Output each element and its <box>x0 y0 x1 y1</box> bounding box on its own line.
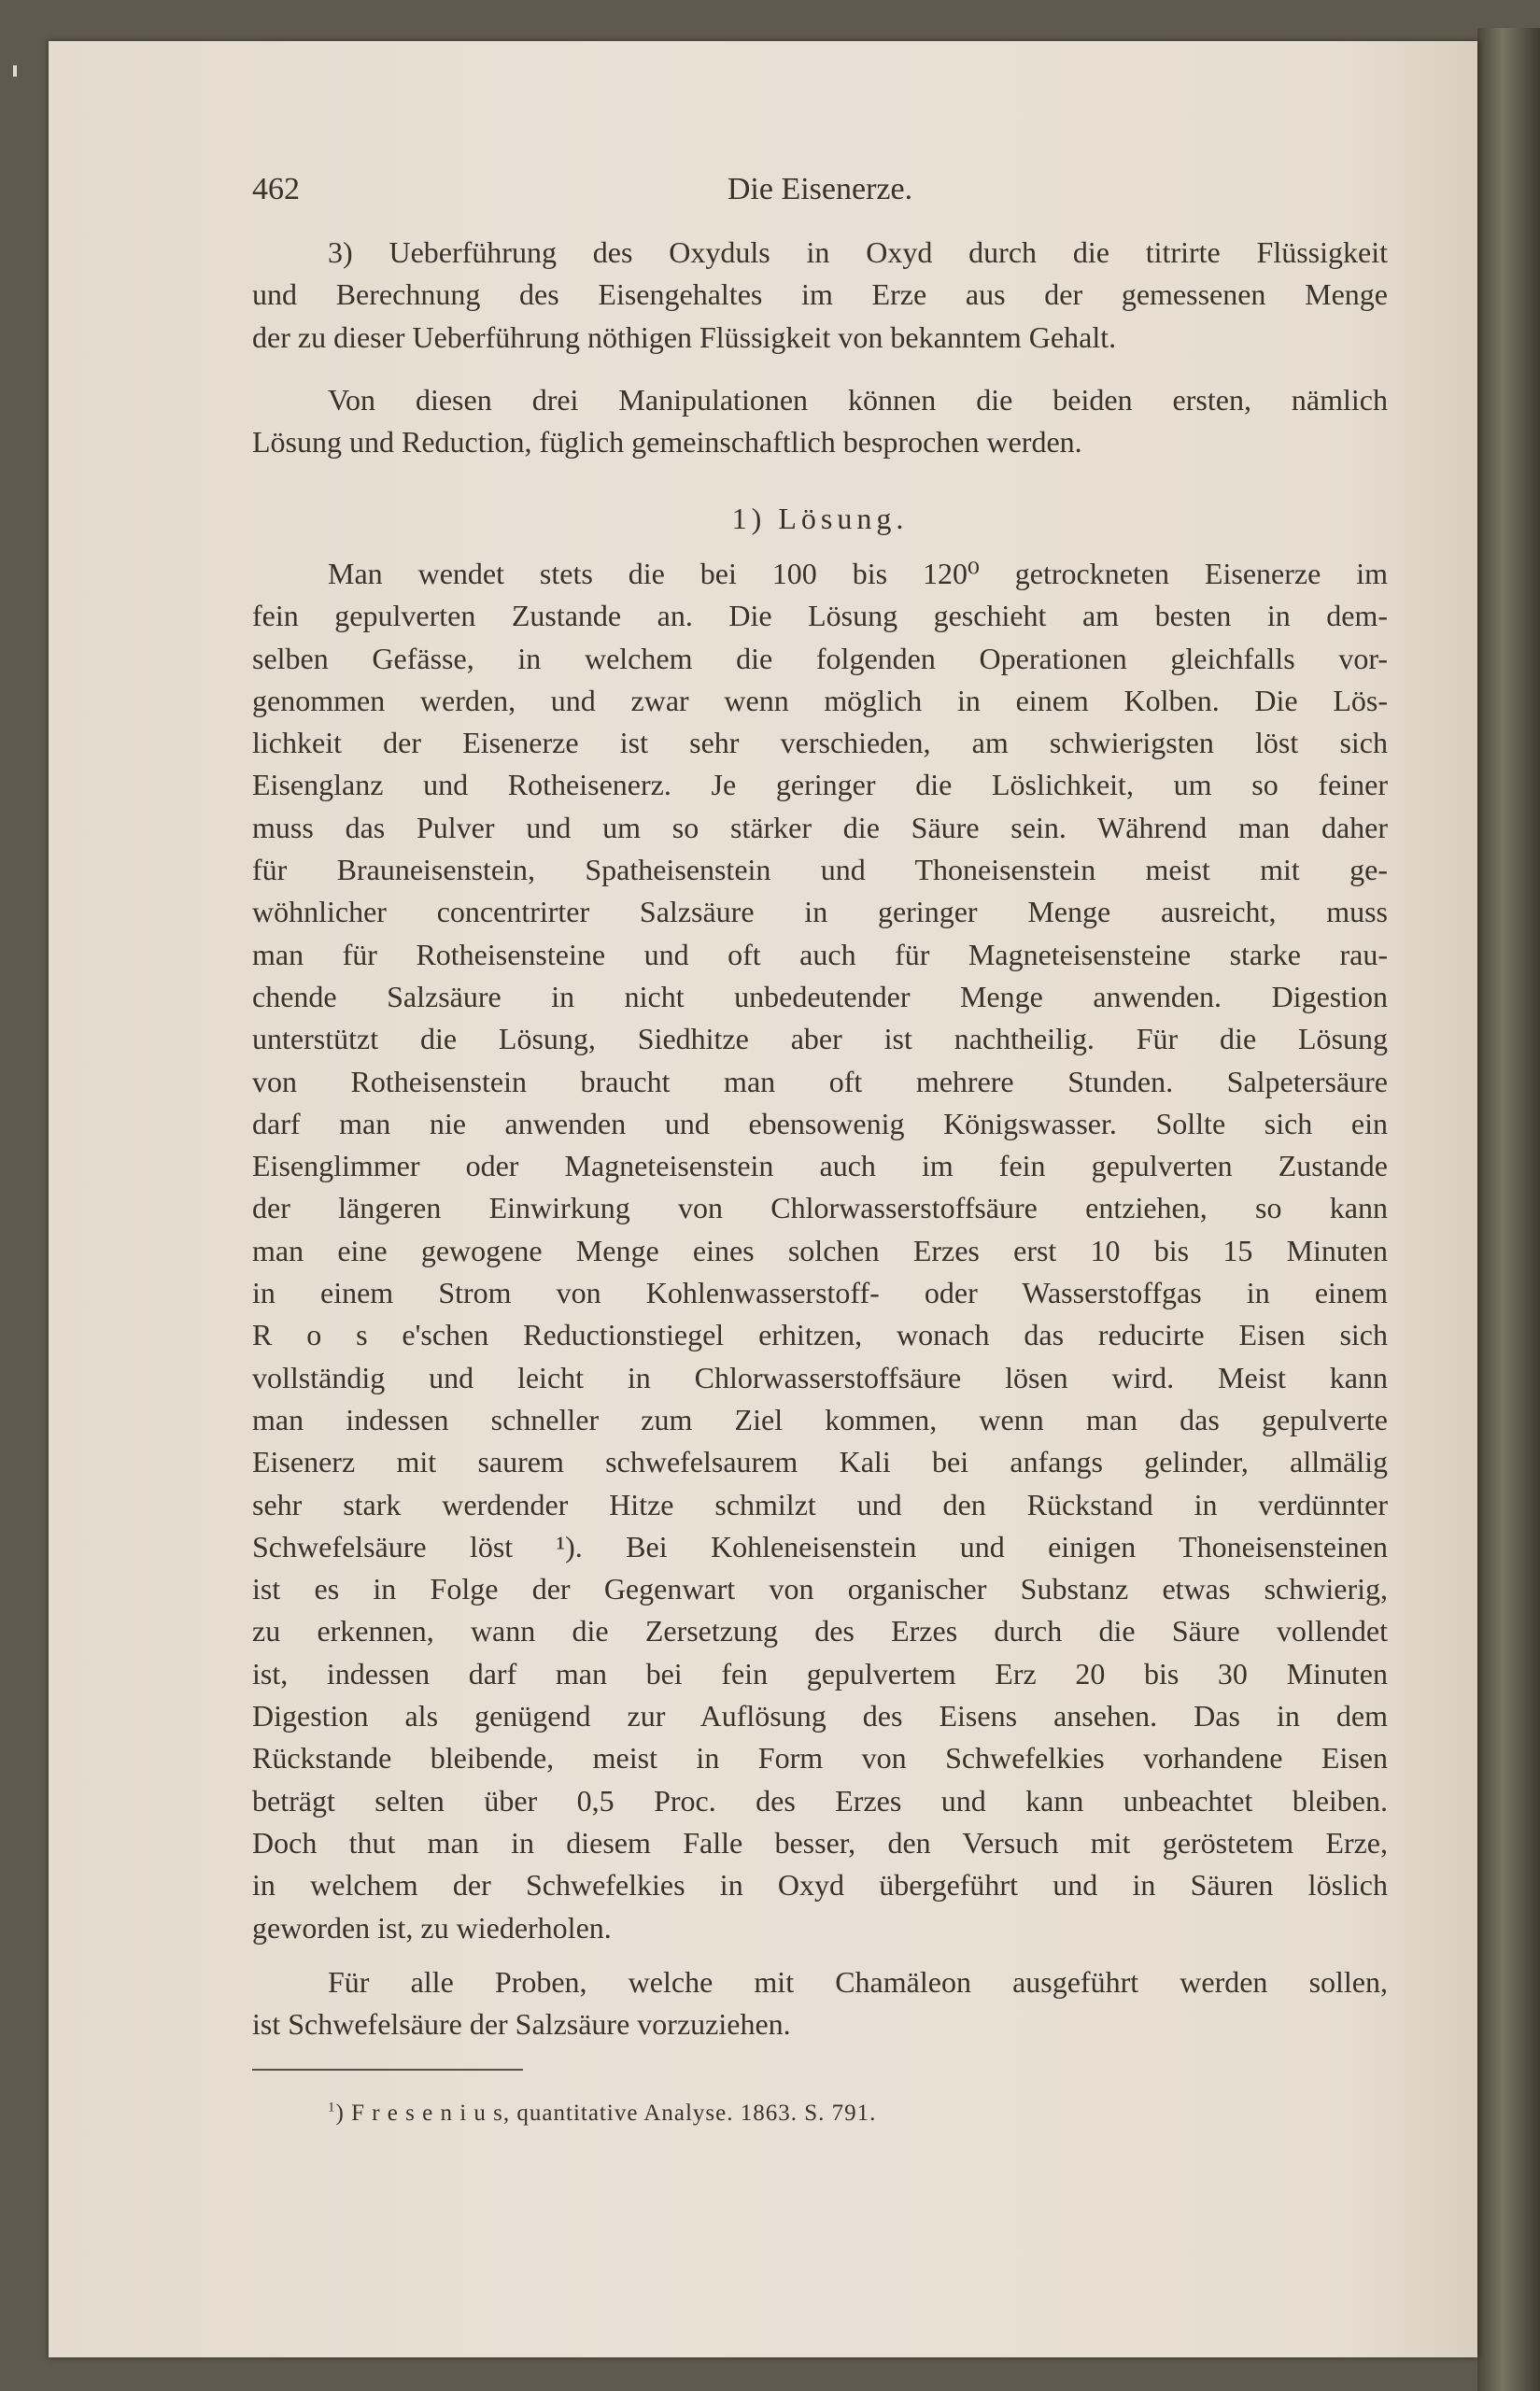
page-header <box>252 168 1388 211</box>
text-line: und Berechnung des Eisengehaltes im Erze aus der gemessenen Menge <box>252 277 1388 312</box>
text-line: von Rotheisenstein braucht man oft mehrere Stunden. Salpetersäure <box>252 1064 1388 1098</box>
text-line: ist, indessen darf man bei fein gepulvertem Erz 20 bis 30 Minuten <box>252 1656 1388 1691</box>
footnote-text: ) F r e s e n i u s, quantitative Analyse. 1863. S. 791. <box>335 2101 877 2126</box>
text-line: lichkeit der Eisenerze ist sehr verschieden, am schwierigsten löst sich <box>252 726 1388 760</box>
text-line: der längeren Einwirkung von Chlorwasserstoffsäure entziehen, so kann <box>252 1191 1388 1225</box>
text-line: wöhnlicher concentrirter Salzsäure in geringer Menge ausreicht, muss <box>252 895 1388 929</box>
text-line: für Brauneisenstein, Spatheisenstein und Thoneisenstein meist mit ge- <box>252 853 1388 887</box>
footnote-rule <box>252 2069 523 2071</box>
page-number: 462 <box>252 172 300 206</box>
text-line: geworden ist, zu wiederholen. <box>252 1910 612 1945</box>
paragraph-3 <box>252 553 1388 1949</box>
text-line: man eine gewogene Menge eines solchen Erzes erst 10 bis 15 Minuten <box>252 1233 1388 1267</box>
adjacent-page-edge <box>1477 28 1540 2391</box>
text-line: unterstützt die Lösung, Siedhitze aber ist nachtheilig. Für die Lösung <box>252 1022 1388 1056</box>
text-line: ist Schwefelsäure der Salzsäure vorzuziehen. <box>252 2007 791 2042</box>
text-line: Für alle Proben, welche mit Chamäleon ausgeführt werden sollen, <box>328 1965 1388 1999</box>
paragraph-4 <box>252 1961 1388 2046</box>
text-line: chende Salzsäure in nicht unbedeutender Menge anwenden. Digestion <box>252 979 1388 1013</box>
text-line: man für Rotheisensteine und oft auch für Magneteisensteine starke rau- <box>252 937 1388 971</box>
text-line: fein gepulverten Zustande an. Die Lösung geschieht am besten in dem- <box>252 599 1388 633</box>
text-line: zu erkennen, wann die Zersetzung des Erzes durch die Säure vollendet <box>252 1614 1388 1648</box>
text-line: Eisenglanz und Rotheisenerz. Je geringer die Löslichkeit, um so feiner <box>252 768 1388 802</box>
text-line: Lösung und Reduction, füglich gemeinschaftlich besprochen werden. <box>252 425 1082 460</box>
text-line: ist es in Folge der Gegenwart von organischer Substanz etwas schwierig, <box>252 1572 1388 1606</box>
text-line: vollständig und leicht in Chlorwasserstoffsäure lösen wird. Meist kann <box>252 1360 1388 1394</box>
text-line: sehr stark werdender Hitze schmilzt und den Rückstand in verdünnter <box>252 1487 1388 1521</box>
text-line: in welchem der Schwefelkies in Oxyd übergeführt und in Säuren löslich <box>252 1868 1388 1903</box>
paragraph-2 <box>252 379 1388 464</box>
text-line: Eisenglimmer oder Magneteisenstein auch im fein gepulverten Zustande <box>252 1149 1388 1183</box>
text-line: R o s e'schen Reductionstiegel erhitzen, wonach das reducirte Eisen sich <box>252 1318 1388 1352</box>
text-line: muss das Pulver und um so stärker die Säure sein. Während man daher <box>252 810 1388 844</box>
running-title: Die Eisenerze. <box>727 172 913 206</box>
text-line: beträgt selten über 0,5 Proc. des Erzes und kann unbeachtet bleiben. <box>252 1783 1388 1818</box>
footnote <box>328 2097 876 2130</box>
footnote-marker: 1 <box>328 2100 336 2115</box>
scan-mark <box>13 65 17 77</box>
text-line: genommen werden, und zwar wenn möglich in einem Kolben. Die Lös- <box>252 683 1388 717</box>
paragraph-1 <box>252 232 1388 359</box>
text-line: Schwefelsäure löst ¹). Bei Kohleneisenstein und einigen Thoneisensteinen <box>252 1529 1388 1563</box>
text-line: Rückstande bleibende, meist in Form von Schwefelkies vorhandene Eisen <box>252 1741 1388 1776</box>
text-line: Doch thut man in diesem Falle besser, den Versuch mit geröstetem Erze, <box>252 1825 1388 1860</box>
text-line: darf man nie anwenden und ebensowenig Königswasser. Sollte sich ein <box>252 1106 1388 1140</box>
text-line: der zu dieser Ueberführung nöthigen Flüssigkeit von bekanntem Gehalt. <box>252 319 1117 354</box>
section-heading: 1) Lösung. <box>731 502 909 535</box>
text-line: Von diesen drei Manipulationen können die beiden ersten, nämlich <box>328 383 1388 417</box>
text-line: selben Gefässe, in welchem die folgenden Operationen gleichfalls vor- <box>252 641 1388 675</box>
text-line: in einem Strom von Kohlenwasserstoff- oder Wasserstoffgas in einem <box>252 1276 1388 1310</box>
text-line: 3) Ueberführung des Oxyduls in Oxyd durch die titrirte Flüssigkeit <box>328 235 1388 269</box>
text-line: Eisenerz mit saurem schwefelsaurem Kali bei anfangs gelinder, allmälig <box>252 1445 1388 1479</box>
text-line: Man wendet stets die bei 100 bis 120⁰ getrockneten Eisenerze im <box>328 557 1388 590</box>
text-line: Digestion als genügend zur Auflösung des Eisens ansehen. Das in dem <box>252 1699 1388 1733</box>
text-line: man indessen schneller zum Ziel kommen, wenn man das gepulverte <box>252 1402 1388 1436</box>
